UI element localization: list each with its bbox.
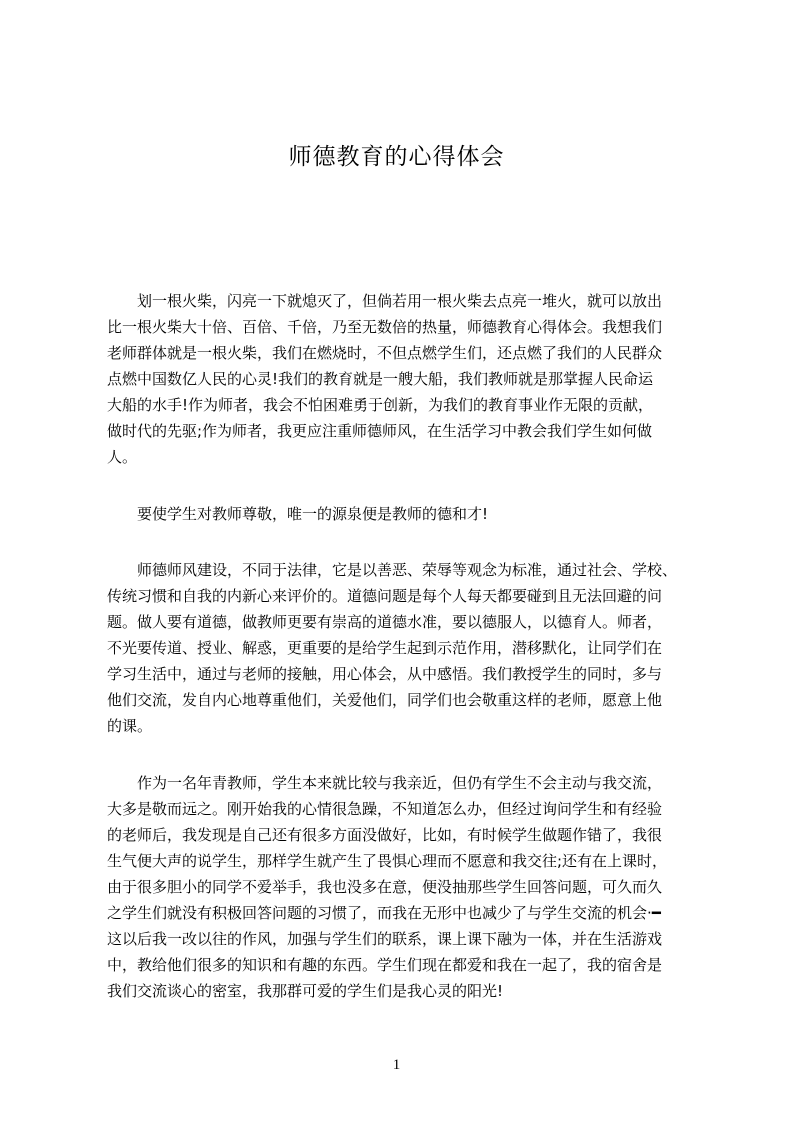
paragraph-1-line: 大船的水手!作为师者，我会不怕困难勇于创新，为我们的教育事业作无限的贡献，: [107, 396, 654, 414]
paragraph-3-line: 传统习惯和自我的内新心来评价的。道德问题是每个人每天都要碰到且无法回避的问: [107, 587, 663, 605]
page-number: 1: [392, 1057, 401, 1073]
paragraph-3-line: 他们交流，发自内心地尊重他们，关爱他们，同学们也会敬重这样的老师，愿意上他: [107, 691, 663, 709]
paragraph-3-line: 师德师风建设，不同于法律，它是以善恶、荣辱等观念为标准，通过社会、学校、: [137, 561, 678, 579]
paragraph-1-line: 人。: [107, 448, 138, 466]
paragraph-4-line: 这以后我一改以往的作风，加强与学生们的联系，课上课下融为一体，并在生活游戏: [107, 930, 663, 948]
paragraph-3-line: 题。做人要有道德，做教师更要有崇高的道德水准，要以德服人，以德育人。师者，: [107, 613, 663, 631]
paragraph-2-line: 要使学生对教师尊敬，唯一的源泉便是教师的德和才!: [137, 505, 489, 523]
paragraph-3-line: 不光要传道、授业、解惑，更重要的是给学生起到示范作用，潜移默化，让同学们在: [107, 639, 663, 657]
paragraph-1-line: 比一根火柴大十倍、百倍、千倍，乃至无数倍的热量，师德教育心得体会。我想我们: [107, 318, 663, 336]
paragraph-1-line: 点燃中国数亿人民的心灵!我们的教育就是一艘大船，我们教师就是那掌握人民命运: [107, 370, 654, 388]
paragraph-4-line: 大多是敬而远之。刚开始我的心情很急躁，不知道怎么办，但经过询问学生和有经验: [107, 800, 663, 818]
paragraph-1-line: 老师群体就是一根火柴，我们在燃烧时，不但点燃学生们，还点燃了我们的人民群众: [107, 344, 663, 362]
paragraph-1-line: 做时代的先驱;作为师者，我更应注重师德师风，在生活学习中教会我们学生如何做: [107, 422, 653, 440]
paragraph-1-line: 划一根火柴，闪亮一下就熄灭了，但倘若用一根火柴去点亮一堆火，就可以放出: [137, 292, 663, 310]
page-title: 师德教育的心得体会: [288, 144, 505, 170]
paragraph-4-line: 中，教给他们很多的知识和有趣的东西。学生们现在都爱和我在一起了，我的宿舍是: [107, 956, 663, 974]
paragraph-4-line: 我们交流谈心的密室，我那群可爱的学生们是我心灵的阳光!: [107, 982, 504, 1000]
paragraph-3-line: 学习生活中，通过与老师的接触，用心体会，从中感悟。我们教授学生的同时，多与: [107, 665, 663, 683]
paragraph-4-line: 的老师后，我发现是自己还有很多方面没做好，比如，有时候学生做题作错了，我很: [107, 826, 663, 844]
paragraph-3-line: 的课。: [107, 717, 153, 735]
paragraph-4-line: 之学生们就没有积极回答问题的习惯了，而我在无形中也减少了与学生交流的机会·━: [107, 904, 661, 922]
paragraph-4-line: 由于很多胆小的同学不爱举手，我也没多在意，便没抽那些学生回答问题，可久而久: [107, 878, 663, 896]
paragraph-4-line: 生气便大声的说学生，那样学生就产生了畏惧心理而不愿意和我交往;还有在上课时，: [107, 852, 668, 870]
paragraph-4-line: 作为一名年青教师，学生本来就比较与我亲近，但仍有学生不会主动与我交流，: [137, 774, 663, 792]
